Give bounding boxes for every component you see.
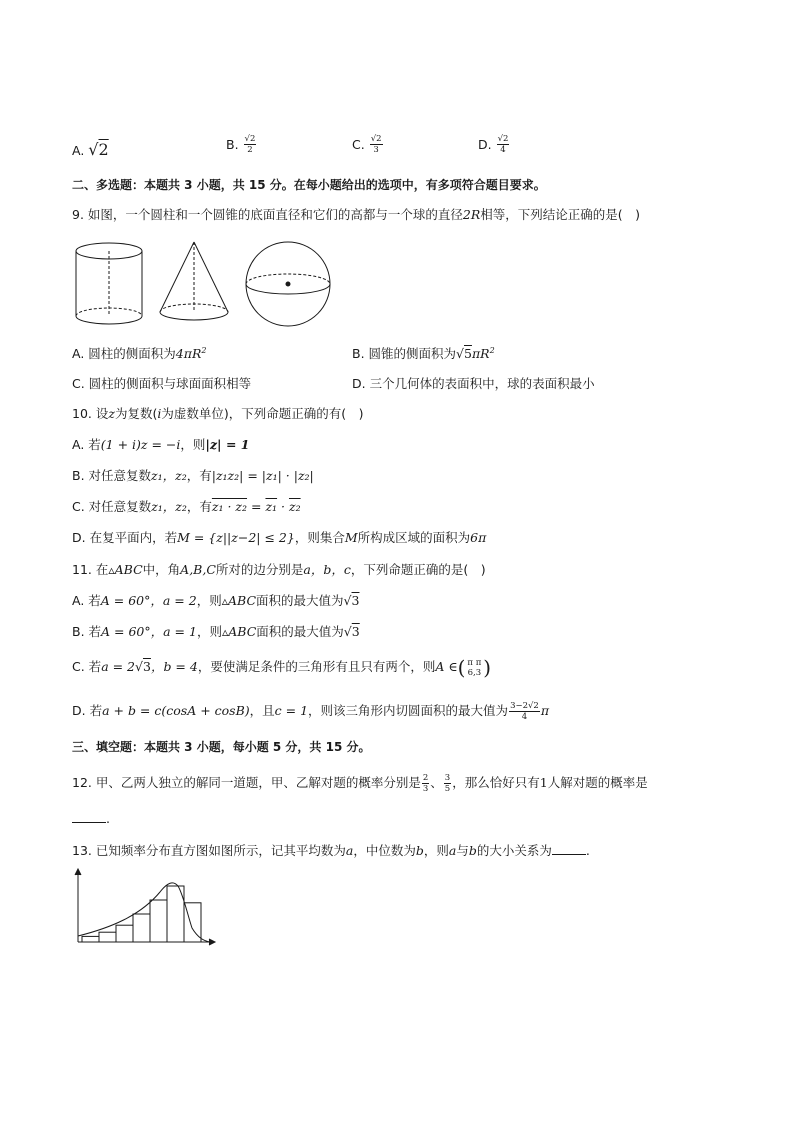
q13-a: a xyxy=(345,843,354,858)
q11-b-radicand: 3 xyxy=(351,624,360,639)
q9-b-root: √5 xyxy=(456,346,472,361)
q8-b-den: 2 xyxy=(247,145,253,155)
q10-c-vars: z₁，z₂ xyxy=(151,499,187,514)
q11-stem-sides: a，b，c xyxy=(303,562,351,577)
q12-answer-line xyxy=(72,810,110,828)
q11-d-c: c = 1 xyxy=(274,703,309,718)
q13-tail: . xyxy=(585,843,590,858)
q13-b2: b xyxy=(468,843,477,858)
q11-b-math: A = 60°，a = 1 xyxy=(101,624,197,639)
q11-d-den: 4 xyxy=(521,712,528,722)
q9-option-c: C. 圆柱的侧面积与球面面积相等 xyxy=(72,376,252,391)
hist-bar xyxy=(150,900,167,942)
sphere-figure xyxy=(246,242,330,326)
q11-c-paren-open: ( xyxy=(457,655,466,680)
q10-stem xyxy=(72,405,363,423)
hist-density-curve xyxy=(78,883,210,942)
q10-b-mid: ，有 xyxy=(186,468,212,483)
q11-a-radicand: 3 xyxy=(351,593,360,608)
q11-d-pre: D. 若 xyxy=(72,703,103,718)
q10-option-a xyxy=(72,436,249,454)
q8-a-value: √2 xyxy=(88,140,109,159)
q11-c-interval-num: π π xyxy=(467,657,482,668)
q11-a-math: A = 60°，a = 2 xyxy=(100,593,197,608)
q10-a-result: |z| = 1 xyxy=(205,437,250,452)
q13-stem-b: ，中位数为 xyxy=(353,843,416,858)
q13-answer-blank[interactable] xyxy=(552,844,586,855)
q12-f2-num: 3 xyxy=(444,773,451,783)
q9-stem-text-a: 9. 如图，一个圆柱和一个圆锥的底面直径和它们的高都与一个球的直径 xyxy=(72,207,463,222)
q12-stem-c: 人解对题的概率是 xyxy=(547,775,648,790)
q11-c-radicand: 3 xyxy=(142,659,151,674)
q9-option-b xyxy=(352,344,495,362)
q9-a-math: 4πR xyxy=(175,346,202,361)
q11-d-num: 3−2√2 xyxy=(510,701,539,711)
q9-b-exponent: 2 xyxy=(489,345,495,355)
hist-bar xyxy=(99,932,116,942)
q11-option-a xyxy=(72,592,359,610)
q10-b-result: |z₁z₂| = |z₁| · |z₂| xyxy=(211,468,314,483)
q10-a-mid: ，则 xyxy=(180,437,206,452)
q10-c-dot: · xyxy=(277,499,289,514)
q11-option-d xyxy=(72,700,549,722)
q10-d-result: 6π xyxy=(470,530,487,545)
q10-b-pre: B. 对任意复数 xyxy=(72,468,152,483)
q9-option-a xyxy=(72,344,206,362)
q13-stem-d: 与 xyxy=(456,843,469,858)
q11-stem xyxy=(72,561,486,579)
q11-d-fraction xyxy=(509,701,540,722)
q10-stem-b: 为复数( xyxy=(114,406,158,421)
q12-stem-b: ，那么恰好只有 xyxy=(452,775,540,790)
q11-a-post: 面积的最大值为 xyxy=(256,593,344,608)
q12-fraction-2 xyxy=(444,773,451,794)
q9-b-text: B. 圆锥的侧面积为 xyxy=(352,346,457,361)
q11-c-post: ，要使满足条件的三角形有且只有两个，则 xyxy=(197,659,436,674)
q12-f1-num: 2 xyxy=(422,773,429,783)
q13-stem-e: 的大小关系为 xyxy=(476,843,552,858)
q8-d-label: D. xyxy=(478,137,492,152)
q11-c-paren-close: ) xyxy=(483,655,492,680)
q10-c-eq: = xyxy=(247,499,266,514)
q10-c-lhs: z₁ · z₂ xyxy=(211,499,248,514)
q13-stem-c: ，则 xyxy=(423,843,449,858)
q10-option-d xyxy=(72,529,486,547)
q11-a-pre: A. 若 xyxy=(72,593,101,608)
q11-b-mid: ，则 xyxy=(196,624,222,639)
cone-figure xyxy=(160,242,228,320)
q11-c-A: A ∈ xyxy=(435,659,458,674)
q11-stem-a: 11. 在 xyxy=(72,562,109,577)
q11-c-interval-den: 6,3 xyxy=(467,667,482,678)
q8-d-den: 4 xyxy=(500,145,506,155)
q11-stem-b: 中，角 xyxy=(142,562,181,577)
q9-b-radicand: 5 xyxy=(464,346,472,361)
q11-option-b xyxy=(72,623,360,641)
q13-a2: a xyxy=(448,843,457,858)
q12-fraction-1 xyxy=(422,773,429,794)
q8-d-num: √2 xyxy=(497,134,509,144)
q11-a-mid: ，则 xyxy=(196,593,222,608)
q10-stem-a: 10. 设 xyxy=(72,406,109,421)
q8-c-label: C. xyxy=(352,137,365,152)
q11-a-root: √3 xyxy=(343,593,360,608)
q10-stem-z: z xyxy=(108,406,115,421)
q11-d-post: ，则该三角形内切圆面积的最大值为 xyxy=(308,703,509,718)
q13-histogram-figure xyxy=(70,866,220,948)
q10-c-pre: C. 对任意复数 xyxy=(72,499,152,514)
q13-stem xyxy=(72,842,590,860)
q8-c-fraction xyxy=(370,134,383,155)
q8-option-b xyxy=(226,134,257,155)
hist-bar xyxy=(133,914,150,942)
q9-option-d: D. 三个几何体的表面积中，球的表面积最小 xyxy=(352,376,595,391)
q8-d-fraction xyxy=(497,134,510,155)
section-3-heading: 三、填空题：本题共 3 小题，每小题 5 分，共 15 分。 xyxy=(72,740,371,754)
q8-c-den: 3 xyxy=(373,145,379,155)
q11-stem-d: ，下列命题正确的是( ) xyxy=(350,562,486,577)
q9-b-math: πR xyxy=(471,346,490,361)
q10-d-math: M = {z||z−2| ≤ 2} xyxy=(177,530,295,545)
q8-a-label: A. xyxy=(72,143,85,158)
q12-f1-den: 3 xyxy=(422,784,429,794)
q12-answer-blank[interactable] xyxy=(72,812,106,823)
q10-d-pre: D. 在复平面内，若 xyxy=(72,530,178,545)
hist-bar xyxy=(82,936,99,942)
q12-stem xyxy=(72,772,648,794)
q8-b-label: B. xyxy=(226,137,239,152)
q13-stem-a: 13. 已知频率分布直方图如图所示，记其平均数为 xyxy=(72,843,346,858)
q12-one: 1 xyxy=(539,775,548,790)
q9-solids-figure xyxy=(72,238,342,338)
q11-b-pre: B. 若 xyxy=(72,624,102,639)
q10-option-c xyxy=(72,498,301,516)
q9-stem-var: 2R xyxy=(462,207,481,222)
q11-option-c xyxy=(72,656,491,679)
q10-stem-i: i xyxy=(157,406,162,421)
q11-stem-tri: ▵ABC xyxy=(108,562,143,577)
q10-option-b xyxy=(72,467,314,485)
q11-b-post: 面积的最大值为 xyxy=(256,624,344,639)
q8-c-num: √2 xyxy=(370,134,382,144)
q11-c-b: ，b = 4 xyxy=(150,659,198,674)
q10-d-post: 所构成区域的面积为 xyxy=(357,530,471,545)
q9-a-text: A. 圆柱的侧面积为 xyxy=(72,346,176,361)
q10-stem-c: 为虚数单位)，下列命题正确的有( ) xyxy=(161,406,364,421)
q11-d-pi: π xyxy=(540,703,550,718)
section-2-heading: 二、多选题：本题共 3 小题，共 15 分。在每小题给出的选项中，有多项符合题目要求。 xyxy=(72,178,546,192)
q9-stem xyxy=(72,206,640,224)
hist-y-arrow xyxy=(75,869,81,875)
q10-c-mid: ，有 xyxy=(186,499,212,514)
q13-b: b xyxy=(415,843,424,858)
cylinder-figure xyxy=(76,243,142,324)
q10-d-mid: ，则集合 xyxy=(294,530,345,545)
q8-option-d xyxy=(478,134,510,155)
q11-c-pre: C. 若 xyxy=(72,659,102,674)
q11-d-mid: ，且 xyxy=(249,703,275,718)
q8-option-c xyxy=(352,134,384,155)
q10-c-r2: z₂ xyxy=(288,499,301,514)
q11-c-a: a = 2 xyxy=(101,659,136,674)
q11-b-tri: ▵ABC xyxy=(221,624,257,639)
hist-bar xyxy=(116,925,133,942)
q12-stem-a: 12. 甲、乙两人独立的解同一道题，甲、乙解对题的概率分别是 xyxy=(72,775,421,790)
q8-b-fraction xyxy=(244,134,257,155)
q11-stem-c: 所对的边分别是 xyxy=(215,562,304,577)
q10-b-vars: z₁，z₂ xyxy=(151,468,187,483)
q8-a-radicand: 2 xyxy=(98,140,109,159)
q10-a-math: (1 + i)z = −i xyxy=(100,437,181,452)
q9-a-exponent: 2 xyxy=(201,345,207,355)
q9-stem-text-b: 相等，下列结论正确的是( ) xyxy=(480,207,641,222)
q12-sep: 、 xyxy=(430,775,443,790)
q10-c-r1: z₁ xyxy=(265,499,278,514)
q11-d-math: a + b = c(cosA + cosB) xyxy=(102,703,250,718)
q8-option-a xyxy=(72,140,109,159)
q10-d-M: M xyxy=(344,530,358,545)
q11-stem-abc: A,B,C xyxy=(180,562,216,577)
q10-a-pre: A. 若 xyxy=(72,437,101,452)
q12-tail: . xyxy=(106,811,110,826)
q11-b-root: √3 xyxy=(343,624,360,639)
q12-f2-den: 5 xyxy=(444,784,451,794)
q11-a-tri: ▵ABC xyxy=(221,593,257,608)
q11-c-interval xyxy=(466,658,482,678)
q11-c-root: √3 xyxy=(135,659,151,674)
q8-b-num: √2 xyxy=(244,134,256,144)
